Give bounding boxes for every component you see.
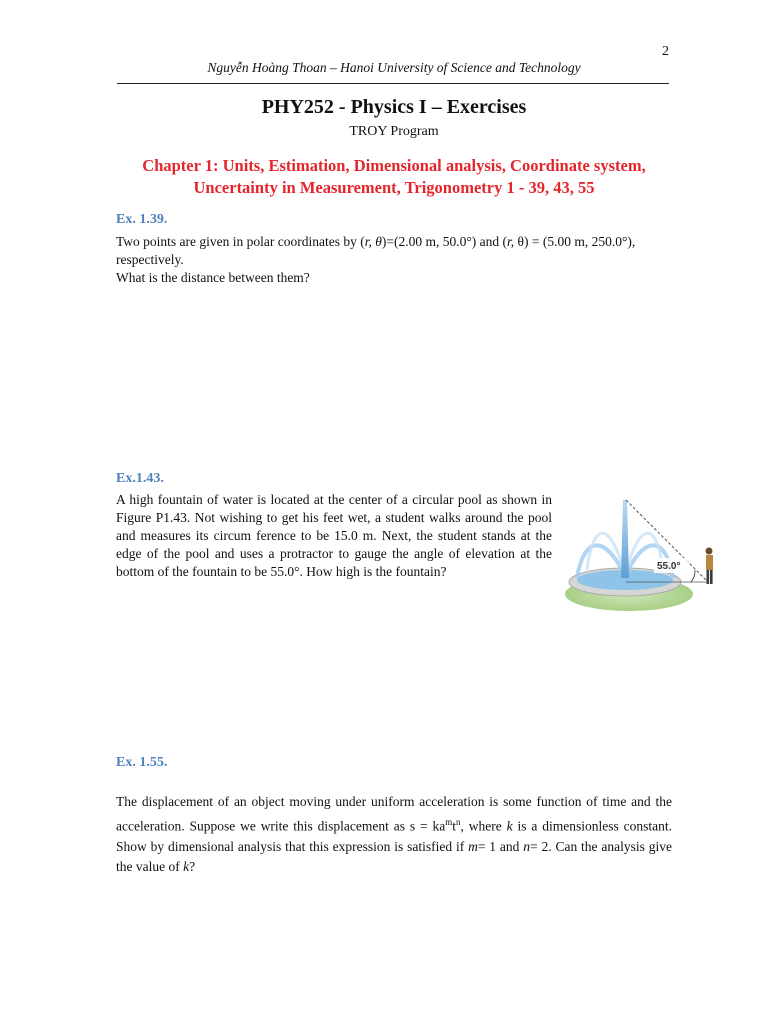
page-title: PHY252 - Physics I – Exercises bbox=[261, 96, 527, 118]
superscript-m: m bbox=[445, 817, 453, 827]
text-span: is a dimensionless constant. Show by dimensional analysis that this expression is satisfied if bbox=[116, 818, 672, 854]
superscript-n: n bbox=[456, 817, 461, 827]
page-subtitle: TROY Program bbox=[349, 124, 439, 139]
text-span: ? bbox=[189, 858, 196, 874]
text-span: )=(2.00 m, 50.0°) and ( bbox=[381, 234, 508, 249]
exercise-text-1-43: A high fountain of water is located at the center of a circular pool as shown in Figure P1.43. Not wishing to get his feet wet, a student walks around the pool and measures its circum ference to be 15.0 m. Next, the student stands at the edge of the pool and uses a protractor to gauge the angle of elevation at the bottom of the fountain to be 55.0°. How high is the fountain? bbox=[116, 492, 552, 579]
page-number: 2 bbox=[662, 44, 669, 59]
text-span: Two points are given in polar coordinates by ( bbox=[116, 234, 365, 249]
exercise-heading-1-39: Ex. 1.39. bbox=[116, 212, 168, 227]
header-rule bbox=[117, 83, 669, 84]
chapter-line-1: Chapter 1: Units, Estimation, Dimensional analysis, Coordinate system, bbox=[142, 156, 646, 175]
var-m: m bbox=[468, 838, 478, 854]
exercise-heading-1-43: Ex.1.43. bbox=[116, 471, 164, 486]
text-span-italic: r, bbox=[507, 234, 515, 249]
var-k: k bbox=[183, 858, 190, 874]
author-line: Nguyễn Hoàng Thoan – Hanoi University of Science and Technology bbox=[207, 60, 581, 75]
chapter-heading bbox=[0, 155, 768, 199]
text-span: The displacement of an object moving under uniform acceleration is some function of time and the acceleration. Suppose we write this displacement as s = ka bbox=[116, 794, 672, 834]
text-span: , where bbox=[460, 818, 507, 834]
text-span: t bbox=[452, 818, 457, 834]
exercise-text-1-55 bbox=[116, 792, 672, 877]
exercise-heading-1-55: Ex. 1.55. bbox=[116, 755, 168, 770]
question-line: What is the distance between them? bbox=[116, 270, 310, 285]
angle-label: 55.0° bbox=[657, 561, 681, 572]
var-n: n bbox=[523, 838, 530, 854]
var-k: k bbox=[506, 818, 513, 834]
fountain-jet bbox=[621, 500, 629, 578]
exercise-text-1-39 bbox=[116, 233, 672, 287]
chapter-line-2: Uncertainty in Measurement, Trigonometry 1 - 39, 43, 55 bbox=[193, 178, 595, 197]
text-span: θ) = (5.00 m, 250.0°), respectively. bbox=[116, 234, 636, 267]
fountain-figure bbox=[563, 490, 723, 614]
text-span-italic: r, θ bbox=[364, 234, 382, 249]
text-span: = 2. Can the analysis give the value of bbox=[116, 838, 673, 874]
text-span: = 1 and bbox=[477, 838, 524, 854]
